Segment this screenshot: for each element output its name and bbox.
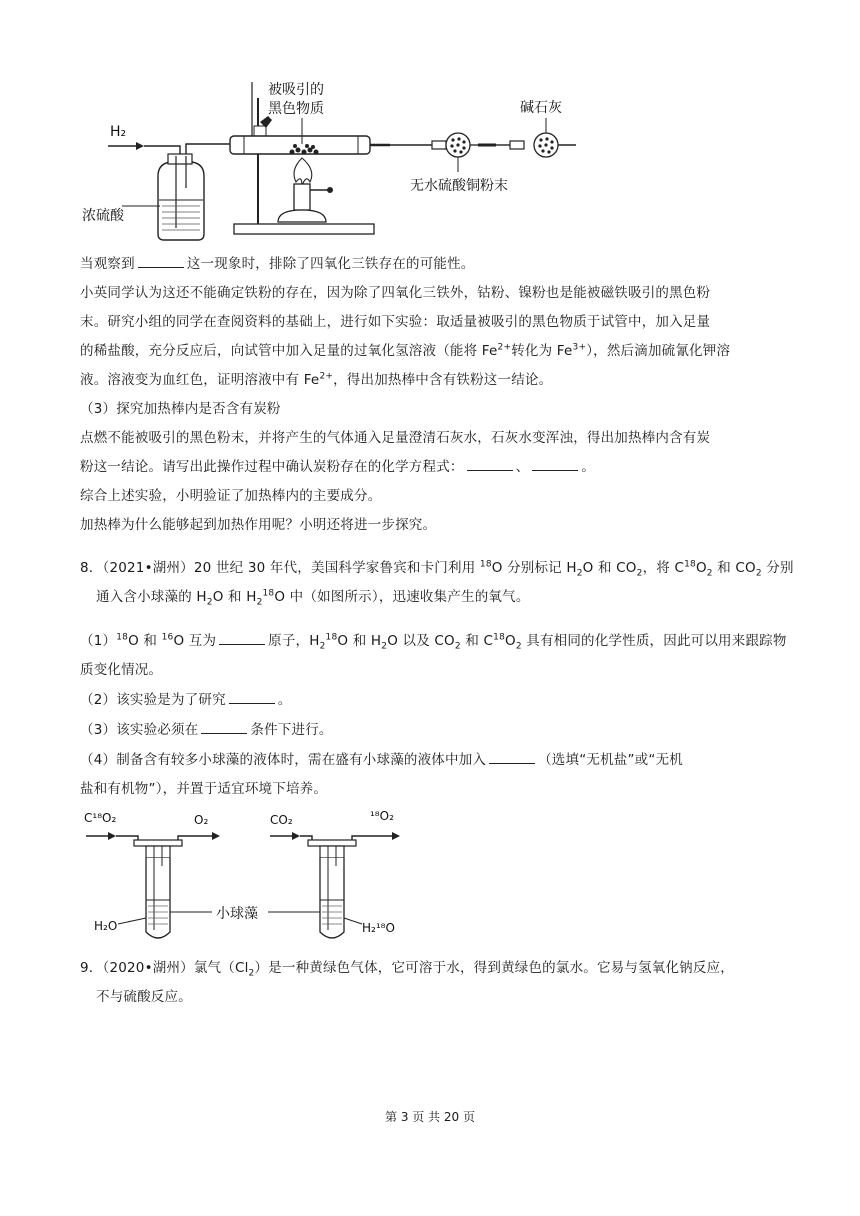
question-8-heading: 8．（2021•湖州）20 世纪 30 年代，美国科学家鲁宾和卡门利用 $^{18}$O 分别标记 $H_2O$ 和 $CO_2$，将 $C^{18}O_2$ 和 $CO_2$ 分别 bbox=[80, 559, 794, 579]
attracted-label-1: 被吸引的 bbox=[268, 82, 324, 98]
answer-blank[interactable] bbox=[201, 719, 247, 734]
text-line: 综合上述实验，小明验证了加热棒内的主要成分。 bbox=[80, 488, 382, 504]
left-output-label: O₂ bbox=[194, 813, 209, 827]
apparatus-diagram bbox=[80, 78, 600, 248]
left-water-label: H₂O bbox=[94, 919, 118, 933]
question-8-part-2: （2）该实验是为了研究 。 bbox=[80, 686, 292, 715]
text-line: 点燃不能被吸引的黑色粉末，并将产生的气体通入足量澄清石灰水，石灰水变浑浊，得出加热棒内含有炭 bbox=[80, 430, 711, 446]
text-line: 盐和有机物”），并置于适宜环境下培养。 bbox=[80, 781, 328, 797]
answer-blank[interactable] bbox=[467, 456, 513, 471]
text-line: 当观察到 这一现象时，排除了四氧化三铁存在的可能性。 bbox=[80, 250, 475, 279]
text-line: 通入含小球藻的 $H_2O$ 和 $H_2^{18}O$ 中（如图所示），迅速收集产生的氧气。 bbox=[96, 588, 530, 608]
right-water-label: H₂¹⁸O bbox=[362, 921, 395, 935]
algae-experiment-diagram bbox=[80, 806, 420, 946]
text-line: 不与硫酸反应。 bbox=[96, 989, 192, 1005]
question-9-heading: 9．（2020•湖州）氯气$(Cl_2)$是一种黄绿色气体，它可溶于水，得到黄绿色的氯水。它易与氢氧化钠反应， bbox=[80, 960, 734, 979]
text-line: 末。研究小组的同学在查阅资料的基础上，进行如下实验：取适量被吸引的黑色物质于试管中，加入足量 bbox=[80, 314, 711, 330]
text-line: 的稀盐酸，充分反应后，向试管中加入足量的过氧化氢溶液（能将 $Fe^{2+}$转化为 $Fe^{3+}$），然后滴加硫氰化钾溶 bbox=[80, 342, 731, 359]
text-line: 粉这一结论。请写出此操作过程中确认炭粉存在的化学方程式： 、 。 bbox=[80, 453, 595, 482]
algae-label: 小球藻 bbox=[216, 906, 258, 922]
attracted-label-2: 黑色物质 bbox=[268, 101, 324, 117]
text-line: 加热棒为什么能够起到加热作用呢？小明还将进一步探究。 bbox=[80, 517, 437, 533]
right-input-label: CO₂ bbox=[270, 813, 293, 827]
answer-blank[interactable] bbox=[138, 253, 184, 268]
question-8-part-3: （3）该实验必须在 条件下进行。 bbox=[80, 716, 333, 745]
h2-label: H₂ bbox=[110, 124, 127, 140]
soda-lime-label: 碱石灰 bbox=[520, 100, 562, 116]
answer-blank[interactable] bbox=[532, 456, 578, 471]
section-heading: （3）探究加热棒内是否含有炭粉 bbox=[80, 401, 281, 417]
text-line: 液。溶液变为血红色，证明溶液中有 $Fe^{2+}$，得出加热棒中含有铁粉这一结论。 bbox=[80, 371, 553, 388]
page-footer: 第 3 页 共 20 页 bbox=[385, 1110, 475, 1124]
copper-sulfate-label: 无水硫酸铜粉末 bbox=[410, 178, 508, 194]
left-input-label: C¹⁸O₂ bbox=[84, 811, 117, 825]
answer-blank[interactable] bbox=[219, 630, 265, 645]
text-line: 质变化情况。 bbox=[80, 662, 163, 678]
answer-blank[interactable] bbox=[489, 749, 535, 764]
question-8-part-4: （4）制备含有较多小球藻的液体时，需在盛有小球藻的液体中加入 （选填“无机盐”或“无机 bbox=[80, 746, 683, 775]
answer-blank[interactable] bbox=[229, 689, 275, 704]
acid-label: 浓硫酸 bbox=[82, 208, 124, 224]
question-8-part-1: $(1)^{18}O$ 和 $^{16}$O 互为 原子，$H_2^{18}O$ 和 $H_2O$ 以及 $CO_2$ 和 $C^{18}O_2$ 具有相同的化学性质，因此可以用来跟踪物 bbox=[80, 627, 787, 656]
text-line: 小英同学认为这还不能确定铁粉的存在，因为除了四氧化三铁外，钴粉、镍粉也是能被磁铁吸引的黑色粉 bbox=[80, 285, 711, 301]
right-output-label: ¹⁸O₂ bbox=[370, 809, 394, 823]
